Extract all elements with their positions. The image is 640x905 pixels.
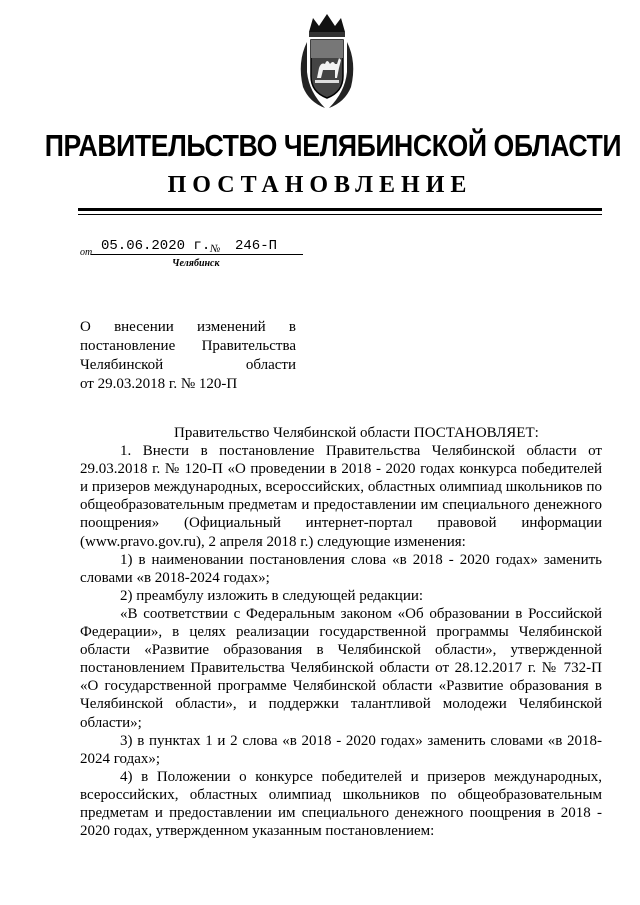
registration-line [80,238,410,262]
document-subject [80,318,296,394]
subject-line: О внесении изменений в [80,319,296,335]
subject-line: постановление Правительства [80,338,296,354]
header-rule-thick [78,208,602,211]
body-paragraph: 3) в пунктах 1 и 2 слова «в 2018 - 2020 годах» заменить словами «в 2018-2024 годах»; [80,732,602,767]
subject-line: Челябинской области [80,357,296,373]
coat-of-arms-emblem [295,12,359,110]
header-rule-thin [78,214,602,215]
body-paragraph: 1) в наименовании постановления слова «в 2018 - 2020 годах» заменить словами «в 2018-2024 годах»; [80,551,602,586]
city-name: Челябинск [172,258,220,269]
from-label: от [80,247,93,258]
number-label: № [210,243,221,255]
document-body [80,424,602,840]
body-paragraph: 1. Внести в постановление Правительства Челябинской области от 29.03.2018 г. № 120-П «О проведении в 2018 - 2020 годах конкурса победителей и призеров международных, всероссийских, областных олимпиад школьников по общеобразовательным предметам и предоставлении им специального денежного поощрения» (Официальный интернет-портал правовой информации (www.pravo.gov.ru), 2 апреля 2018 г.) следующие изменения: [80,443,602,550]
subject-line: от 29.03.2018 г. № 120-П [80,376,238,392]
body-paragraph: 4) в Положении о конкурсе победителей и призеров международных, всероссийских, областных олимпиад школьников по общеобразовательным предметам и предоставлении им специального денежного поощрения в 2018 - 2020 годах, утвержденном указанным постановлением: [80,768,602,840]
body-paragraph: «В соответствии с Федеральным законом «Об образовании в Российской Федерации», в целях реализации государственной программы Челябинской области «Развитие образования в Челябинской области», утвержденной постановлением Правительства Челябинской области от 28.12.2017 г. № 732-П «О государственной программе Челябинской области «Развитие образования в Челябинской области», и поддержки талантливой молодежи Челябинской области»; [80,605,602,731]
document-number: 246-П [227,238,303,255]
resolution-intro: Правительство Челябинской области ПОСТАНОВЛЯЕТ: [174,425,539,441]
document-date: 05.06.2020 г. [91,238,267,255]
government-title: ПРАВИТЕЛЬСТВО ЧЕЛЯБИНСКОЙ ОБЛАСТИ [44,128,622,163]
document-type: ПОСТАНОВЛЕНИЕ [167,172,473,198]
body-paragraph: 2) преамбулу изложить в следующей редакции: [120,587,424,604]
